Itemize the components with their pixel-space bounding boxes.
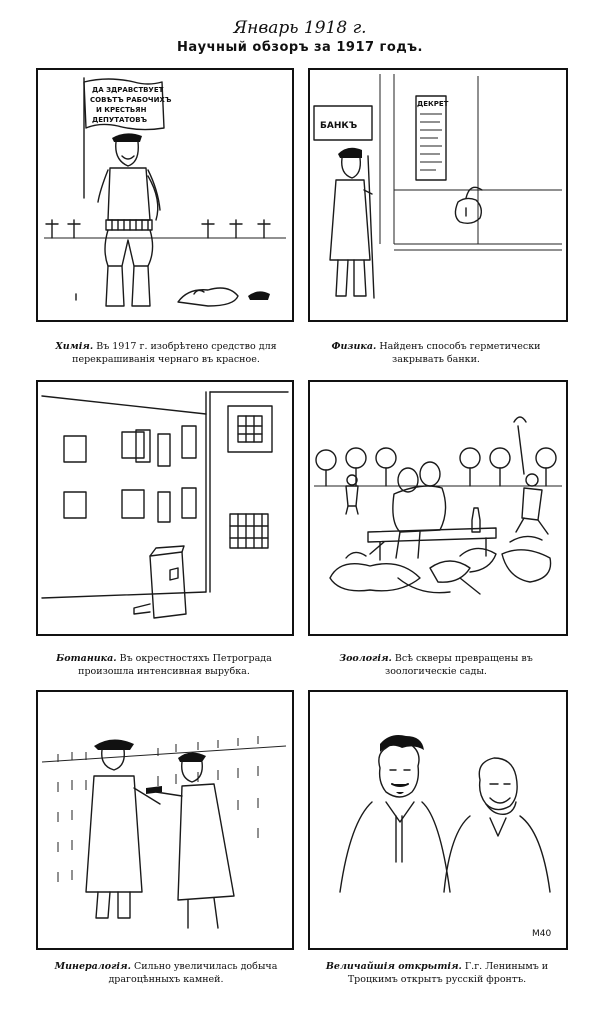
caption-botany (30, 652, 298, 678)
caption-lead: Ботаника. (56, 653, 117, 664)
page-title: Научный обзоръ за 1917 годъ. (176, 40, 423, 55)
panel-zoology (308, 380, 568, 636)
caption-text: Сильно увеличилась добыча драгоцѣнныхъ камней. (108, 961, 278, 985)
grave-crosses (46, 220, 270, 238)
caption-lead: Химія. (55, 341, 94, 352)
fallen-figure (178, 288, 238, 306)
sailor-figure (98, 133, 160, 306)
caption-lead: Величайшія открытія. (325, 961, 462, 972)
caption-lead: Физика. (331, 341, 377, 352)
robber-figure (146, 752, 234, 928)
caption-lead: Зоологія. (339, 653, 392, 664)
caption-lead: Минералогія. (54, 961, 131, 972)
chemistry-illustration (38, 70, 292, 320)
panel-mineralogy (36, 690, 294, 950)
portrait-lenin (444, 758, 550, 892)
panel-discoveries (308, 690, 568, 950)
barred-window-lower (230, 514, 268, 548)
caption-text: Г.г. Ленинымъ и Троцкимъ открытъ русскій фронтъ. (347, 961, 549, 985)
panel-physics (308, 68, 568, 322)
waving-figure (514, 417, 548, 534)
caption-discoveries (302, 960, 572, 986)
sleeping-bodies (330, 536, 551, 594)
caption-text: Найденъ способъ герметически закрывать банки. (379, 341, 541, 365)
building-windows (64, 426, 196, 522)
physics-illustration (310, 70, 566, 320)
caption-physics (308, 340, 564, 366)
caption-text: Въ 1917 г. изобрѣтено средство для перекрашиванія чернаго въ красное. (72, 341, 277, 365)
panel-chemistry (36, 68, 294, 322)
zoology-illustration (310, 382, 566, 634)
discoveries-illustration (310, 692, 566, 948)
bank-sign: БАНКЪ (320, 121, 358, 131)
caption-zoology (308, 652, 564, 678)
decree-notice: ДЕКРЕТ (417, 100, 449, 108)
robbed-man (86, 739, 160, 918)
sentry-box (134, 546, 186, 618)
banner-line-3: И КРЕСТЬЯН (96, 106, 147, 114)
dropped-cap (248, 291, 270, 300)
banner-line-4: ДЕПУТАТОВЪ (92, 116, 148, 124)
panel-botany (36, 380, 294, 636)
guard-figure (330, 148, 374, 298)
mineralogy-illustration (38, 692, 292, 948)
couple-on-bench (368, 462, 496, 560)
botany-illustration (38, 382, 292, 634)
barred-window-upper (228, 406, 272, 452)
portrait-trotsky (340, 735, 450, 892)
caption-text: Всѣ скверы превращены въ зоологическіе сады. (385, 653, 533, 677)
caption-text: Въ окрестностяхъ Петрограда произошла интенсивная вырубка. (78, 653, 272, 677)
caption-mineralogy (36, 960, 296, 986)
background-windows (42, 736, 286, 882)
banner-line-1: ДА ЗДРАВСТВУЕТ (92, 86, 164, 94)
banner-line-2: СОВѢТЪ РАБОЧИХЪ (90, 96, 172, 104)
artist-signature: М40 (532, 929, 552, 939)
tree-row (316, 448, 556, 486)
page-date: Январь 1918 г. (233, 18, 367, 38)
caption-chemistry (36, 340, 296, 366)
